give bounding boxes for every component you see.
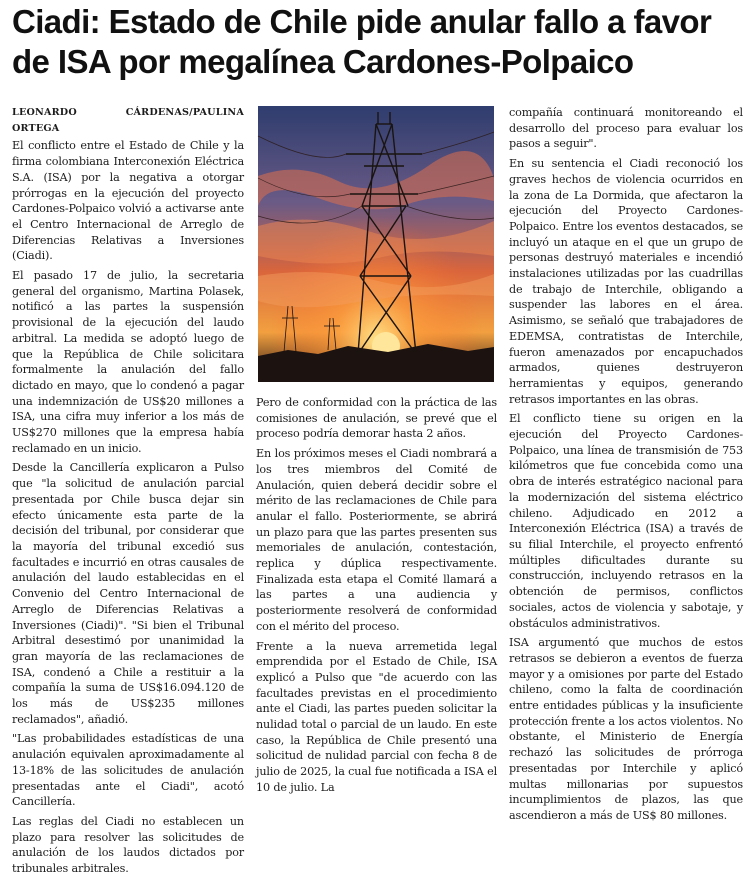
- article-column-1: [12, 105, 244, 876]
- article-column-3: [509, 105, 743, 822]
- byline: LEONARDO CÁRDENAS/PAULINA ORTEGA: [12, 107, 244, 134]
- paragraph: El conflicto entre el Estado de Chile y la firma colombiana Interconexión Eléctrica S.A. (ISA) por la negativa a otorgar prórrogas en la ejecución del proyecto Cardones-Polpaico volvió a activarse ante el Centro Internacional de Arreglo de Diferencias Relativas a Inversiones (Ciadi).: [12, 139, 244, 263]
- paragraph: En su sentencia el Ciadi reconoció los graves hechos de violencia ocurridos en la zona de La Dormida, que afectaron la ejecución del Proyecto Cardones-Polpaico. Entre los eventos destacados, se incluyó un ataque en el que un grupo de personas destruyó materiales e incendió instalaciones utilizadas por las cuadrillas de trabajo de Interchile, obligando a suspender las labores en el área. Asimismo, se señaló que trabajadores de EDEMSA, contratistas de Interchile, fueron amenazados por encapuchados armados, quienes destruyeron herramientas y equipos, generando retrasos importantes en las obras.: [509, 157, 743, 406]
- paragraph: El conflicto tiene su origen en la ejecución del Proyecto Cardones-Polpaico, una línea de transmisión de 753 kilómetros que fue concebida como una obra de interés estratégico nacional para la modernización del sistema eléctrico chileno. Adjudicado en 2012 a Interconexión Eléctrica (ISA) a través de su filial Interchile, el proyecto enfrentó múltiples dificultades durante su construcción, incluyendo retrasos en la obtención de permisos, conflictos sociales, actos de violencia y sabotaje, y obstáculos administrativos.: [509, 412, 743, 630]
- paragraph: Las reglas del Ciadi no establecen un plazo para resolver las solicitudes de anulación de los laudos dictados por tribunales arbitrales.: [12, 814, 244, 876]
- paragraph: Pero de conformidad con la práctica de las comisiones de anulación, se prevé que el proceso podría demorar hasta 2 años.: [256, 396, 497, 441]
- power-tower-sunset-photo: [258, 106, 494, 382]
- headline: Ciadi: Estado de Chile pide anular fallo a favor de ISA por megalínea Cardones-Polpaico: [12, 3, 712, 80]
- paragraph: Frente a la nueva arremetida legal emprendida por el Estado de Chile, ISA explicó a Pulso que "de acuerdo con las facultades previstas en el procedimiento ante el Ciadi, las partes pueden solicitar la nulidad total o parcial de un laudo. En este caso, la República de Chile presentó una solicitud de nulidad parcial con fecha 8 de julio de 2025, la cual fue notificada a ISA el 10 de julio. La: [256, 639, 497, 794]
- paragraph: En los próximos meses el Ciadi nombrará a los tres miembros del Comité de Anulación, quien deberá decidir sobre el mérito de las reclamaciones de Chile para anular el fallo. Posteriormente, se abrirá un plazo para que las partes presenten sus memoriales de anulación, contestación, replica y dúplica respectivamente. Finalizada esta etapa el Comité llamará a las partes a una audiencia y posteriormente resolverá de conformidad con el mérito del proceso.: [256, 447, 497, 633]
- paragraph: El pasado 17 de julio, la secretaria general del organismo, Martina Polasek, notificó a las partes la suspensión provisional de la ejecución del laudo arbitral. La medida se adoptó luego de que la República de Chile solicitara formalmente la anulación del fallo dictado en mayo, que lo condenó a pagar una indemnización de US$20 millones a ISA, una cifra muy inferior a los más de US$270 millones que la empresa había reclamado en un inicio.: [12, 269, 244, 455]
- paragraph: compañía continuará monitoreando el desarrollo del proceso para evaluar los pasos a seguir".: [509, 106, 743, 151]
- paragraph: ISA argumentó que muchos de estos retrasos se debieron a eventos de fuerza mayor y a omisiones por parte del Estado chileno, como la falta de coordinación entre entidades públicas y la insuficiente protección frente a los actos violentos. No obstante, el Ministerio de Energía rechazó las solicitudes de prórroga presentadas por Interchile y aplicó multas millonarias por supuestos incumplimientos de plazos, las que ascendieron a más de US$ 80 millones.: [509, 636, 743, 822]
- paragraph: "Las probabilidades estadísticas de una anulación equivalen aproximadamente al 13-18% de las solicitudes de anulación presentadas ante el Ciadi", acotó Cancillería.: [12, 732, 244, 809]
- article-column-2: [256, 395, 497, 794]
- paragraph: Desde la Cancillería explicaron a Pulso que "la solicitud de anulación parcial presentada por Chile busca dejar sin efecto únicamente esta parte de la decisión del tribunal, por considerar que la mayoría del tribunal excedió sus facultades e incurrió en otras causales de anulación del laudo establecidas en el Convenio del Centro Internacional de Arreglo de Diferencias Relativas a Inversiones (Ciadi)". "Si bien el Tribunal Arbitral desestimó por unanimidad la gran mayoría de las reclamaciones de ISA, condenó a Chile a restituir a la compañía la suma de US$16.094.120 de los más de US$235 millones reclamados", añadió.: [12, 461, 244, 726]
